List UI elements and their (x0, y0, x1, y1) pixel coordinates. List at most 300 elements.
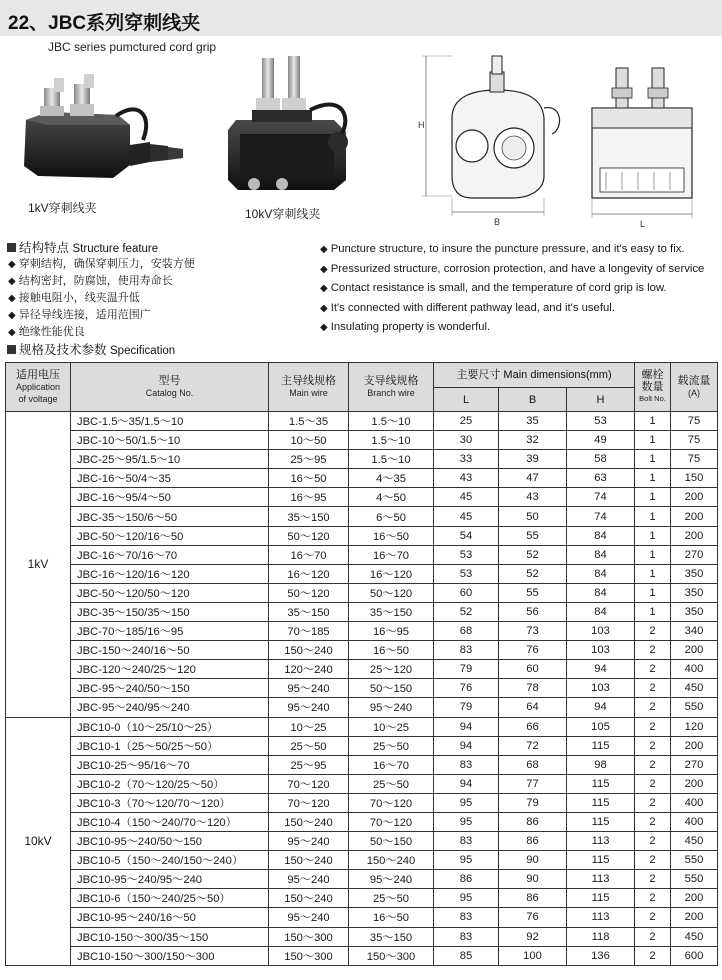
table-row (6, 717, 718, 736)
catalog-cell: JBC-16～95/4～50 (71, 488, 269, 507)
diamond-bullet-icon: ◆ (8, 259, 16, 270)
table-row (6, 908, 718, 927)
current-cell: 450 (671, 927, 718, 946)
main-wire-cell: 25～95 (269, 450, 349, 469)
catalog-cell: JBC10-25～95/16～70 (71, 755, 269, 774)
dim-b-cell: 90 (499, 851, 567, 870)
dim-l-cell: 94 (434, 717, 499, 736)
main-wire-cell: 50～120 (269, 583, 349, 602)
bolt-cell: 1 (635, 431, 671, 450)
voltage-group-cell: 10kV (6, 717, 71, 965)
square-bullet-icon (7, 345, 16, 354)
main-wire-cell: 16～120 (269, 564, 349, 583)
header-main-dimensions: 主要尺寸 Main dimensions(mm) (434, 363, 635, 388)
current-cell: 200 (671, 641, 718, 660)
main-wire-cell: 16～50 (269, 469, 349, 488)
main-wire-cell: 70～120 (269, 774, 349, 793)
main-wire-cell: 16～70 (269, 545, 349, 564)
catalog-cell: JBC10-5（150～240/150～240） (71, 851, 269, 870)
dim-b-cell: 72 (499, 736, 567, 755)
dim-l-cell: 95 (434, 812, 499, 831)
page-title: 22、JBC系列穿刺线夹 (8, 13, 201, 34)
dim-b-cell: 86 (499, 812, 567, 831)
catalog-cell: JBC-150～240/16～50 (71, 641, 269, 660)
list-item: ◆ 绝缘性能优良 (8, 324, 195, 341)
table-row (6, 851, 718, 870)
main-wire-cell: 25～95 (269, 755, 349, 774)
catalog-cell: JBC-50～120/50～120 (71, 583, 269, 602)
bolt-cell: 2 (635, 793, 671, 812)
product-caption-10kv: 10kV穿刺线夹 (245, 207, 321, 221)
dim-l-cell: 54 (434, 526, 499, 545)
features-heading (7, 238, 158, 256)
dim-b-cell: 56 (499, 602, 567, 621)
table-row (6, 698, 718, 717)
technical-drawing-front (412, 48, 577, 233)
branch-wire-cell: 25～120 (349, 660, 434, 679)
bolt-cell: 2 (635, 927, 671, 946)
product-caption-1kv: 1kV穿刺线夹 (28, 201, 97, 215)
catalog-cell: JBC10-95～240/16～50 (71, 908, 269, 927)
branch-wire-cell: 16～120 (349, 564, 434, 583)
current-cell: 400 (671, 812, 718, 831)
table-row (6, 469, 718, 488)
branch-wire-cell: 16～50 (349, 526, 434, 545)
dim-h-cell: 94 (567, 660, 635, 679)
dim-b-cell: 86 (499, 832, 567, 851)
dim-h-cell: 84 (567, 564, 635, 583)
features-list-cn (8, 256, 195, 341)
branch-wire-cell: 25～50 (349, 736, 434, 755)
table-row (6, 526, 718, 545)
dim-h-cell: 74 (567, 507, 635, 526)
bolt-cell: 2 (635, 889, 671, 908)
main-wire-cell: 70～185 (269, 622, 349, 641)
branch-wire-cell: 16～50 (349, 908, 434, 927)
dim-l-cell: 52 (434, 602, 499, 621)
main-wire-cell: 10～25 (269, 717, 349, 736)
table-row (6, 927, 718, 946)
catalog-cell: JBC-16～50/4～35 (71, 469, 269, 488)
current-cell: 270 (671, 545, 718, 564)
main-wire-cell: 50～120 (269, 526, 349, 545)
diamond-bullet-icon: ◆ (8, 310, 16, 321)
dimension-h-label: H (418, 120, 425, 130)
dim-h-cell: 105 (567, 717, 635, 736)
current-cell: 200 (671, 908, 718, 927)
current-cell: 75 (671, 412, 718, 431)
branch-wire-cell: 50～150 (349, 679, 434, 698)
table-row (6, 431, 718, 450)
main-wire-cell: 150～240 (269, 889, 349, 908)
main-wire-cell: 95～240 (269, 679, 349, 698)
features-list-en (320, 240, 704, 338)
dim-b-cell: 39 (499, 450, 567, 469)
list-item: ◆ Pressurized structure, corrosion protection, and have a longevity of service (320, 260, 704, 280)
table-row (6, 793, 718, 812)
dim-b-cell: 32 (499, 431, 567, 450)
bolt-cell: 2 (635, 641, 671, 660)
diamond-bullet-icon: ◆ (320, 263, 328, 275)
list-item: ◆ Insulating property is wonderful. (320, 318, 704, 338)
dim-h-cell: 84 (567, 526, 635, 545)
dim-h-cell: 113 (567, 832, 635, 851)
dim-l-cell: 94 (434, 774, 499, 793)
bolt-cell: 2 (635, 622, 671, 641)
bolt-cell: 1 (635, 545, 671, 564)
dim-l-cell: 33 (434, 450, 499, 469)
dim-b-cell: 64 (499, 698, 567, 717)
dim-h-cell: 115 (567, 774, 635, 793)
branch-wire-cell: 95～240 (349, 698, 434, 717)
current-cell: 200 (671, 774, 718, 793)
catalog-cell: JBC10-4（150～240/70～120） (71, 812, 269, 831)
bolt-cell: 2 (635, 679, 671, 698)
bolt-cell: 2 (635, 832, 671, 851)
main-wire-cell: 35～150 (269, 507, 349, 526)
catalog-cell: JBC10-150～300/150～300 (71, 946, 269, 965)
list-item: ◆ 结构密封，防腐蚀，使用寿命长 (8, 273, 195, 290)
header-main-wire: 主导线规格 Main wire (269, 363, 349, 412)
main-wire-cell: 95～240 (269, 832, 349, 851)
catalog-cell: JBC10-150～300/35～150 (71, 927, 269, 946)
dim-l-cell: 45 (434, 507, 499, 526)
dim-b-cell: 100 (499, 946, 567, 965)
catalog-cell: JBC10-6（150～240/25～50） (71, 889, 269, 908)
branch-wire-cell: 10～25 (349, 717, 434, 736)
dim-l-cell: 79 (434, 660, 499, 679)
bolt-cell: 2 (635, 755, 671, 774)
main-wire-cell: 150～240 (269, 641, 349, 660)
dim-h-cell: 113 (567, 870, 635, 889)
main-wire-cell: 95～240 (269, 870, 349, 889)
bolt-cell: 1 (635, 488, 671, 507)
table-row (6, 488, 718, 507)
diamond-bullet-icon: ◆ (8, 293, 16, 304)
current-cell: 200 (671, 736, 718, 755)
bolt-cell: 2 (635, 698, 671, 717)
technical-drawing-side (582, 48, 707, 233)
dim-h-cell: 103 (567, 641, 635, 660)
header-bolt-number: 螺栓 数量 Bolt No. (635, 363, 671, 412)
main-wire-cell: 1.5～35 (269, 412, 349, 431)
dim-h-cell: 103 (567, 679, 635, 698)
branch-wire-cell: 25～50 (349, 774, 434, 793)
dim-h-cell: 63 (567, 469, 635, 488)
header-dim-l: L (434, 388, 499, 412)
page-subtitle: JBC series pumctured cord grip (48, 40, 217, 54)
dim-l-cell: 53 (434, 564, 499, 583)
bolt-cell: 1 (635, 602, 671, 621)
branch-wire-cell: 1.5～10 (349, 431, 434, 450)
current-cell: 75 (671, 431, 718, 450)
dim-b-cell: 76 (499, 641, 567, 660)
branch-wire-cell: 70～120 (349, 812, 434, 831)
specification-table-body (6, 412, 718, 966)
table-row (6, 641, 718, 660)
catalog-cell: JBC-25～95/1.5～10 (71, 450, 269, 469)
main-wire-cell: 10～50 (269, 431, 349, 450)
header-branch-wire: 支导线规格 Branch wire (349, 363, 434, 412)
dim-h-cell: 115 (567, 812, 635, 831)
table-row (6, 679, 718, 698)
specification-heading (7, 340, 175, 358)
bolt-cell: 2 (635, 870, 671, 889)
bolt-cell: 1 (635, 412, 671, 431)
spec-title-cn: 规格及技术参数 (19, 343, 107, 357)
bolt-cell: 2 (635, 660, 671, 679)
specification-table (5, 362, 718, 966)
diamond-bullet-icon: ◆ (8, 276, 16, 287)
dim-l-cell: 83 (434, 641, 499, 660)
main-wire-cell: 120～240 (269, 660, 349, 679)
bolt-cell: 1 (635, 450, 671, 469)
dim-l-cell: 95 (434, 889, 499, 908)
dim-l-cell: 60 (434, 583, 499, 602)
catalog-cell: JBC10-95～240/50～150 (71, 832, 269, 851)
table-row (6, 946, 718, 965)
table-row (6, 602, 718, 621)
list-item: ◆ Puncture structure, to insure the puncture pressure, and it's easy to fix. (320, 240, 704, 260)
branch-wire-cell: 25～50 (349, 889, 434, 908)
dim-h-cell: 103 (567, 622, 635, 641)
dim-b-cell: 35 (499, 412, 567, 431)
table-row (6, 507, 718, 526)
catalog-cell: JBC10-95～240/95～240 (71, 870, 269, 889)
dim-h-cell: 53 (567, 412, 635, 431)
dim-h-cell: 98 (567, 755, 635, 774)
bolt-cell: 2 (635, 851, 671, 870)
current-cell: 350 (671, 602, 718, 621)
catalog-cell: JBC-16～120/16～120 (71, 564, 269, 583)
dim-b-cell: 52 (499, 545, 567, 564)
branch-wire-cell: 1.5～10 (349, 450, 434, 469)
main-wire-cell: 35～150 (269, 602, 349, 621)
main-wire-cell: 95～240 (269, 908, 349, 927)
current-cell: 200 (671, 488, 718, 507)
branch-wire-cell: 16～70 (349, 755, 434, 774)
bolt-cell: 1 (635, 469, 671, 488)
bolt-cell: 2 (635, 717, 671, 736)
catalog-cell: JBC-95～240/50～150 (71, 679, 269, 698)
table-row (6, 870, 718, 889)
dim-b-cell: 66 (499, 717, 567, 736)
main-wire-cell: 150～300 (269, 927, 349, 946)
header-catalog: 型号 Catalog No. (71, 363, 269, 412)
main-wire-cell: 16～95 (269, 488, 349, 507)
table-row (6, 736, 718, 755)
dim-l-cell: 86 (434, 870, 499, 889)
current-cell: 550 (671, 851, 718, 870)
current-cell: 550 (671, 698, 718, 717)
dim-h-cell: 115 (567, 736, 635, 755)
main-wire-cell: 95～240 (269, 698, 349, 717)
catalog-cell: JBC10-3（70～120/70～120） (71, 793, 269, 812)
table-row (6, 660, 718, 679)
branch-wire-cell: 70～120 (349, 793, 434, 812)
bolt-cell: 2 (635, 812, 671, 831)
dim-l-cell: 95 (434, 851, 499, 870)
catalog-cell: JBC-95～240/95～240 (71, 698, 269, 717)
dim-b-cell: 90 (499, 870, 567, 889)
dim-h-cell: 58 (567, 450, 635, 469)
branch-wire-cell: 1.5～10 (349, 412, 434, 431)
dim-h-cell: 113 (567, 908, 635, 927)
dim-l-cell: 76 (434, 679, 499, 698)
dim-b-cell: 79 (499, 793, 567, 812)
catalog-cell: JBC10-1（25～50/25～50） (71, 736, 269, 755)
dim-h-cell: 94 (567, 698, 635, 717)
dim-b-cell: 73 (499, 622, 567, 641)
branch-wire-cell: 50～120 (349, 583, 434, 602)
header-voltage: 适用电压 Application of voltage (6, 363, 71, 412)
table-row (6, 755, 718, 774)
dimension-b-label: B (494, 217, 501, 227)
bolt-cell: 2 (635, 774, 671, 793)
dim-b-cell: 86 (499, 889, 567, 908)
current-cell: 450 (671, 832, 718, 851)
branch-wire-cell: 35～150 (349, 602, 434, 621)
bolt-cell: 2 (635, 946, 671, 965)
branch-wire-cell: 4～50 (349, 488, 434, 507)
catalog-cell: JBC-16～70/16～70 (71, 545, 269, 564)
current-cell: 270 (671, 755, 718, 774)
current-cell: 150 (671, 469, 718, 488)
diamond-bullet-icon: ◆ (320, 244, 328, 255)
dim-b-cell: 77 (499, 774, 567, 793)
catalog-cell: JBC-35～150/35～150 (71, 602, 269, 621)
current-cell: 200 (671, 889, 718, 908)
current-cell: 120 (671, 717, 718, 736)
bolt-cell: 2 (635, 908, 671, 927)
branch-wire-cell: 35～150 (349, 927, 434, 946)
dim-h-cell: 49 (567, 431, 635, 450)
catalog-cell: JBC-70～185/16～95 (71, 622, 269, 641)
main-wire-cell: 150～300 (269, 946, 349, 965)
main-wire-cell: 70～120 (269, 793, 349, 812)
dim-h-cell: 115 (567, 889, 635, 908)
dim-b-cell: 92 (499, 927, 567, 946)
table-row (6, 412, 718, 431)
dimension-l-label: L (640, 219, 646, 229)
header-dim-h: H (567, 388, 635, 412)
main-wire-cell: 150～240 (269, 812, 349, 831)
table-row (6, 564, 718, 583)
current-cell: 400 (671, 660, 718, 679)
dim-l-cell: 25 (434, 412, 499, 431)
branch-wire-cell: 6～50 (349, 507, 434, 526)
table-row (6, 450, 718, 469)
table-row (6, 812, 718, 831)
dim-h-cell: 115 (567, 793, 635, 812)
dim-h-cell: 118 (567, 927, 635, 946)
current-cell: 450 (671, 679, 718, 698)
bolt-cell: 1 (635, 564, 671, 583)
dim-h-cell: 74 (567, 488, 635, 507)
dim-l-cell: 45 (434, 488, 499, 507)
branch-wire-cell: 16～95 (349, 622, 434, 641)
dim-l-cell: 83 (434, 927, 499, 946)
product-photo-1kv (18, 70, 198, 195)
bolt-cell: 1 (635, 507, 671, 526)
table-row (6, 583, 718, 602)
dim-l-cell: 83 (434, 832, 499, 851)
dim-l-cell: 68 (434, 622, 499, 641)
branch-wire-cell: 150～300 (349, 946, 434, 965)
diamond-bullet-icon: ◆ (320, 283, 328, 294)
table-row (6, 545, 718, 564)
branch-wire-cell: 50～150 (349, 832, 434, 851)
dim-b-cell: 68 (499, 755, 567, 774)
branch-wire-cell: 4～35 (349, 469, 434, 488)
current-cell: 550 (671, 870, 718, 889)
current-cell: 200 (671, 507, 718, 526)
header-dim-b: B (499, 388, 567, 412)
dim-l-cell: 43 (434, 469, 499, 488)
dim-h-cell: 84 (567, 583, 635, 602)
dim-b-cell: 60 (499, 660, 567, 679)
current-cell: 600 (671, 946, 718, 965)
catalog-cell: JBC-120～240/25～120 (71, 660, 269, 679)
table-row (6, 774, 718, 793)
header-current: 载流量 (A) (671, 363, 718, 412)
dim-b-cell: 52 (499, 564, 567, 583)
main-wire-cell: 25～50 (269, 736, 349, 755)
diamond-bullet-icon: ◆ (320, 302, 328, 314)
dim-h-cell: 84 (567, 602, 635, 621)
spec-title-en: Specification (110, 345, 176, 357)
dim-b-cell: 76 (499, 908, 567, 927)
catalog-cell: JBC-1.5～35/1.5～10 (71, 412, 269, 431)
current-cell: 200 (671, 526, 718, 545)
branch-wire-cell: 95～240 (349, 870, 434, 889)
catalog-cell: JBC-35～150/6～50 (71, 507, 269, 526)
list-item: ◆ 接触电阻小，线夹温升低 (8, 290, 195, 307)
dim-b-cell: 43 (499, 488, 567, 507)
dim-l-cell: 30 (434, 431, 499, 450)
catalog-cell: JBC10-2（70～120/25～50） (71, 774, 269, 793)
dim-h-cell: 115 (567, 851, 635, 870)
list-item: ◆ 异径导线连接，适用范围广 (8, 307, 195, 324)
current-cell: 340 (671, 622, 718, 641)
current-cell: 350 (671, 564, 718, 583)
dim-l-cell: 95 (434, 793, 499, 812)
bolt-cell: 2 (635, 736, 671, 755)
voltage-group-cell: 1kV (6, 412, 71, 718)
catalog-cell: JBC-10～50/1.5～10 (71, 431, 269, 450)
dim-l-cell: 53 (434, 545, 499, 564)
features-title-en: Structure feature (72, 243, 159, 255)
current-cell: 400 (671, 793, 718, 812)
dim-l-cell: 83 (434, 755, 499, 774)
branch-wire-cell: 16～50 (349, 641, 434, 660)
branch-wire-cell: 150～240 (349, 851, 434, 870)
product-photo-10kv (222, 50, 362, 200)
bolt-cell: 1 (635, 583, 671, 602)
dim-b-cell: 47 (499, 469, 567, 488)
list-item: ◆ Contact resistance is small, and the temperature of cord grip is low. (320, 279, 704, 299)
features-title-cn: 结构特点 (19, 241, 70, 255)
diamond-bullet-icon: ◆ (320, 322, 328, 333)
bolt-cell: 1 (635, 526, 671, 545)
dim-h-cell: 84 (567, 545, 635, 564)
dim-b-cell: 55 (499, 526, 567, 545)
catalog-cell: JBC-50～120/16～50 (71, 526, 269, 545)
dim-l-cell: 79 (434, 698, 499, 717)
dim-b-cell: 55 (499, 583, 567, 602)
header-bar (0, 0, 722, 36)
dim-h-cell: 136 (567, 946, 635, 965)
